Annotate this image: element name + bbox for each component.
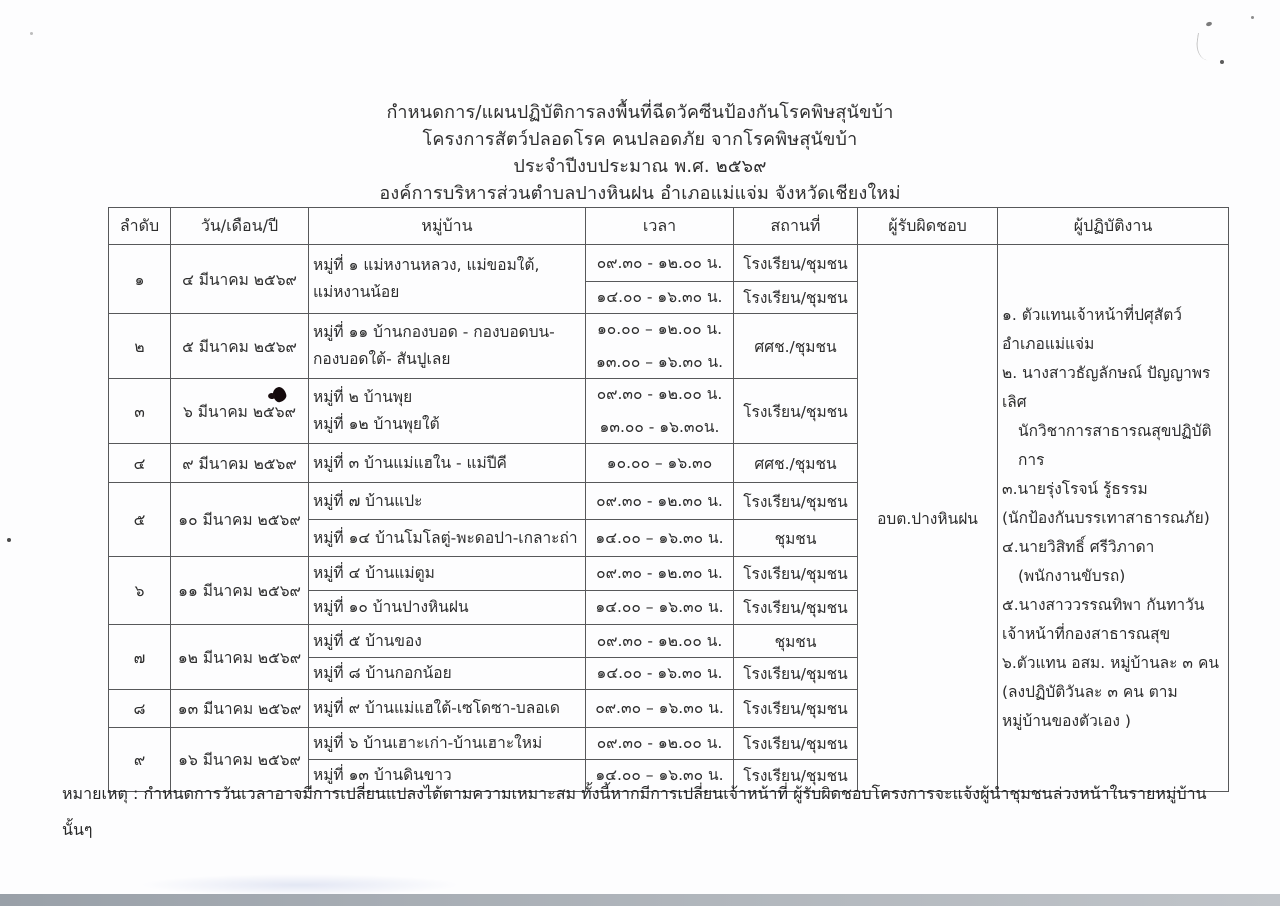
operator-line: เจ้าหน้าที่กองสาธารณสุข (1002, 624, 1171, 643)
cell-time: ๑๔.๐๐ – ๑๖.๓๐ น. (586, 591, 734, 625)
cell-date: ๖ มีนาคม ๒๕๖๙ (171, 379, 309, 444)
scanner-edge-band (0, 894, 1280, 906)
table-header-row (109, 208, 1229, 245)
cell-operators (998, 245, 1229, 792)
operator-line: ๓.นายรุ่งโรจน์ รู้ธรรม (1002, 479, 1148, 498)
table-row (109, 245, 1229, 282)
schedule-table (108, 207, 1229, 792)
scan-speck (30, 32, 33, 35)
cell-place: โรงเรียน/ชุมชน (734, 379, 858, 444)
col-header-operators: ผู้ปฏิบัติงาน (998, 208, 1229, 245)
cell-time: ๑๐.๐๐ – ๑๒.๐๐ น. ๑๓.๐๐ – ๑๖.๓๐ น. (586, 314, 734, 379)
cell-village: หมู่ที่ ๑๔ บ้านโมโลตู่-พะดอปา-เกลาะถ่า (309, 520, 586, 557)
doc-title-line-3: ประจำปีงบประมาณ พ.ศ. ๒๕๖๙ (513, 156, 767, 177)
cell-no: ๒ (109, 314, 171, 379)
cell-place: โรงเรียน/ชุมชน (734, 760, 858, 792)
note-text: กำหนดการวันเวลาอาจมีการเปลี่ยนแปลงได้ตามความเหมาะสม ทั้งนี้หากมีการเปลี่ยนเจ้าหน้าที่ ผู้รับผิดชอบโครงการจะแจ้งผู้นำชุมชนล่วงหน้าในรายหมู่บ้านนั้นๆ (62, 784, 1207, 839)
cell-date: ๑๖ มีนาคม ๒๕๖๙ (171, 728, 309, 792)
note-label: หมายเหตุ : (62, 784, 139, 803)
col-header-no: ลำดับ (109, 208, 171, 245)
operator-line: (ลงปฏิบัติวันละ ๓ คน ตามหมู่บ้านของตัวเอง ) (1002, 682, 1178, 730)
cell-no: ๕ (109, 483, 171, 557)
doc-title-line-4: องค์การบริหารส่วนตำบลปางหินฝน อำเภอแม่แจ่ม จังหวัดเชียงใหม่ (379, 183, 901, 204)
cell-time: ๑๐.๐๐ – ๑๖.๓๐ (586, 444, 734, 483)
col-header-village: หมู่บ้าน (309, 208, 586, 245)
cell-no: ๑ (109, 245, 171, 314)
cell-village: หมู่ที่ ๙ บ้านแม่แฮใต้-เซโดซา-บลอเด (309, 690, 586, 728)
cell-date: ๑๒ มีนาคม ๒๕๖๙ (171, 625, 309, 690)
cell-time: ๐๙.๓๐ – ๑๖.๓๐ น. (586, 690, 734, 728)
cell-place: โรงเรียน/ชุมชน (734, 658, 858, 690)
cell-responsible: อบต.ปางหินฝน (858, 245, 998, 792)
cell-no: ๔ (109, 444, 171, 483)
scan-hair-artifact (1194, 33, 1216, 61)
operator-line: ๑. ตัวแทนเจ้าหน้าที่ปศุสัตว์อำเภอแม่แจ่ม (1002, 305, 1182, 353)
cell-village: หมู่ที่ ๓ บ้านแม่แฮใน - แม่ปีคี (309, 444, 586, 483)
ink-smudge (271, 386, 287, 404)
cell-place: ศศช./ชุมชน (734, 314, 858, 379)
cell-time: ๐๙.๓๐ - ๑๒.๐๐ น. (586, 625, 734, 658)
cell-place: โรงเรียน/ชุมชน (734, 282, 858, 314)
scan-speck (1251, 16, 1254, 19)
col-header-responsible: ผู้รับผิดชอบ (858, 208, 998, 245)
operator-line: (พนักงานขับรถ) (1018, 566, 1126, 585)
cell-time: ๐๙.๓๐ - ๑๒.๐๐ น. (586, 728, 734, 760)
operator-line: นักวิชาการสาธารณสุขปฏิบัติการ (1018, 421, 1212, 469)
scan-speck (7, 538, 11, 542)
col-header-date: วัน/เดือน/ปี (171, 208, 309, 245)
cell-village: หมู่ที่ ๗ บ้านแปะ (309, 483, 586, 520)
cell-village: หมู่ที่ ๘ บ้านกอกน้อย (309, 658, 586, 690)
cell-village: หมู่ที่ ๒ บ้านพุย หมู่ที่ ๑๒ บ้านพุยใต้ (309, 379, 586, 444)
document-title-block (0, 99, 1280, 207)
cell-no: ๗ (109, 625, 171, 690)
cell-place: โรงเรียน/ชุมชน (734, 690, 858, 728)
cell-place: โรงเรียน/ชุมชน (734, 728, 858, 760)
cell-place: ศศช./ชุมชน (734, 444, 858, 483)
cell-time: ๐๙.๓๐ - ๑๒.๓๐ น. (586, 557, 734, 591)
cell-place: โรงเรียน/ชุมชน (734, 591, 858, 625)
operator-line: (นักป้องกันบรรเทาสาธารณภัย) (1002, 508, 1210, 527)
cell-no: ๓ (109, 379, 171, 444)
cell-no: ๙ (109, 728, 171, 792)
doc-title-line-2: โครงการสัตว์ปลอดโรค คนปลอดภัย จากโรคพิษสุนัขบ้า (422, 129, 858, 150)
cell-village: หมู่ที่ ๑๑ บ้านกองบอด - กองบอดบน- กองบอดใต้- สันปูเลย (309, 314, 586, 379)
cell-village: หมู่ที่ ๕ บ้านของ (309, 625, 586, 658)
cell-no: ๘ (109, 690, 171, 728)
cell-time: ๑๔.๐๐ – ๑๖.๓๐ น. (586, 520, 734, 557)
scan-speck (1205, 21, 1212, 27)
cell-village: หมู่ที่ ๑๐ บ้านปางหินฝน (309, 591, 586, 625)
cell-village: หมู่ที่ ๑ แม่หงานหลวง, แม่ขอมใต้, แม่หงานน้อย (309, 245, 586, 314)
scan-haze (140, 874, 460, 896)
cell-village: หมู่ที่ ๖ บ้านเฮาะเก่า-บ้านเฮาะใหม่ (309, 728, 586, 760)
cell-no: ๖ (109, 557, 171, 625)
cell-time: ๐๙.๓๐ - ๑๒.๐๐ น. (586, 245, 734, 282)
cell-date: ๑๓ มีนาคม ๒๕๖๙ (171, 690, 309, 728)
operator-line: ๖.ตัวแทน อสม. หมู่บ้านละ ๓ คน (1002, 653, 1219, 672)
cell-date: ๙ มีนาคม ๒๕๖๙ (171, 444, 309, 483)
col-header-place: สถานที่ (734, 208, 858, 245)
cell-village: หมู่ที่ ๑๓ บ้านดินขาว (309, 760, 586, 792)
cell-time: ๐๙.๓๐ - ๑๒.๐๐ น. ๑๓.๐๐ - ๑๖.๓๐น. (586, 379, 734, 444)
cell-date: ๑๑ มีนาคม ๒๕๖๙ (171, 557, 309, 625)
cell-time: ๐๙.๓๐ - ๑๒.๓๐ น. (586, 483, 734, 520)
operator-line: ๒. นางสาวธัญลักษณ์ ปัญญาพรเลิศ (1002, 363, 1211, 411)
operator-line: ๕.นางสาววรรณทิพา กันทาวัน (1002, 595, 1205, 614)
cell-time: ๑๔.๐๐ - ๑๖.๓๐ น. (586, 282, 734, 314)
cell-time: ๑๔.๐๐ - ๑๖.๓๐ น. (586, 658, 734, 690)
cell-date: ๕ มีนาคม ๒๕๖๙ (171, 314, 309, 379)
cell-date: ๑๐ มีนาคม ๒๕๖๙ (171, 483, 309, 557)
doc-title-line-1: กำหนดการ/แผนปฏิบัติการลงพื้นที่ฉีดวัคซีนป้องกันโรคพิษสุนัขบ้า (386, 102, 894, 123)
note (62, 776, 1220, 848)
cell-date: ๔ มีนาคม ๒๕๖๙ (171, 245, 309, 314)
cell-time: ๑๔.๐๐ – ๑๖.๓๐ น. (586, 760, 734, 792)
cell-place: โรงเรียน/ชุมชน (734, 483, 858, 520)
cell-place: ชุมชน (734, 625, 858, 658)
operator-line: ๔.นายวิสิทธิ์ ศรีวิภาดา (1002, 537, 1155, 556)
scan-speck (1220, 60, 1224, 64)
cell-village: หมู่ที่ ๔ บ้านแม่ตูม (309, 557, 586, 591)
cell-place: โรงเรียน/ชุมชน (734, 557, 858, 591)
cell-place: โรงเรียน/ชุมชน (734, 245, 858, 282)
cell-place: ชุมชน (734, 520, 858, 557)
col-header-time: เวลา (586, 208, 734, 245)
